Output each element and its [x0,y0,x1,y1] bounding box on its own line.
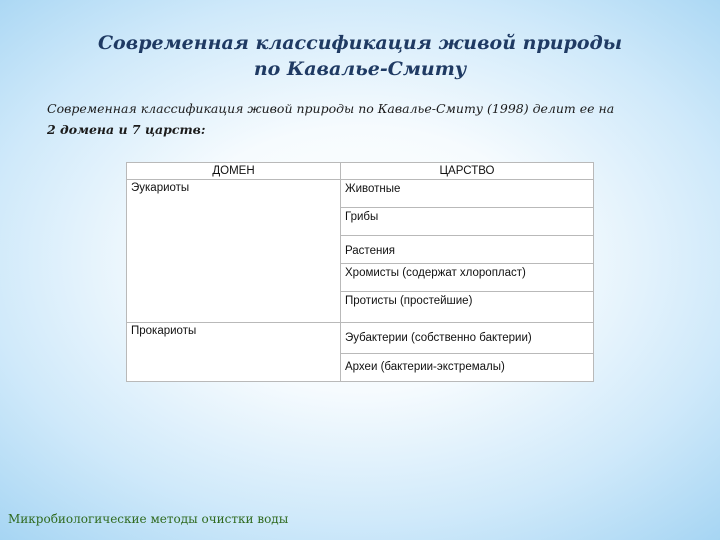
intro-line-2: 2 домена и 7 царств: [47,122,206,137]
footer-caption: Микробиологические методы очистки воды [8,512,289,526]
classification-table [126,162,594,382]
slide-title [0,30,720,82]
kingdom-cell: Протисты (простейшие) [341,292,594,323]
kingdom-cell: Растения [341,236,594,264]
kingdom-cell: Грибы [341,208,594,236]
kingdom-cell: Хромисты (содержат хлоропласт) [341,264,594,292]
domain-cell-prokaryotes: Прокариоты [127,323,341,382]
slide-title-line-1: Современная классификация живой природы [97,32,623,54]
kingdom-column-header: ЦАРСТВО [341,163,594,180]
domain-column-header: ДОМЕН [127,163,341,180]
table-row [127,323,594,354]
table-header-row [127,163,594,180]
slide-title-line-2: по Кавалье-Смиту [253,58,467,80]
kingdom-cell: Животные [341,180,594,208]
domain-cell-eukaryotes: Эукариоты [127,180,341,323]
kingdom-cell: Археи (бактерии-экстремалы) [341,354,594,382]
kingdom-cell: Эубактерии (собственно бактерии) [341,323,594,354]
intro-text [47,98,647,140]
table-row [127,180,594,208]
intro-line-1: Современная классификация живой природы по Кавалье-Смиту (1998) делит ее на [47,101,615,116]
